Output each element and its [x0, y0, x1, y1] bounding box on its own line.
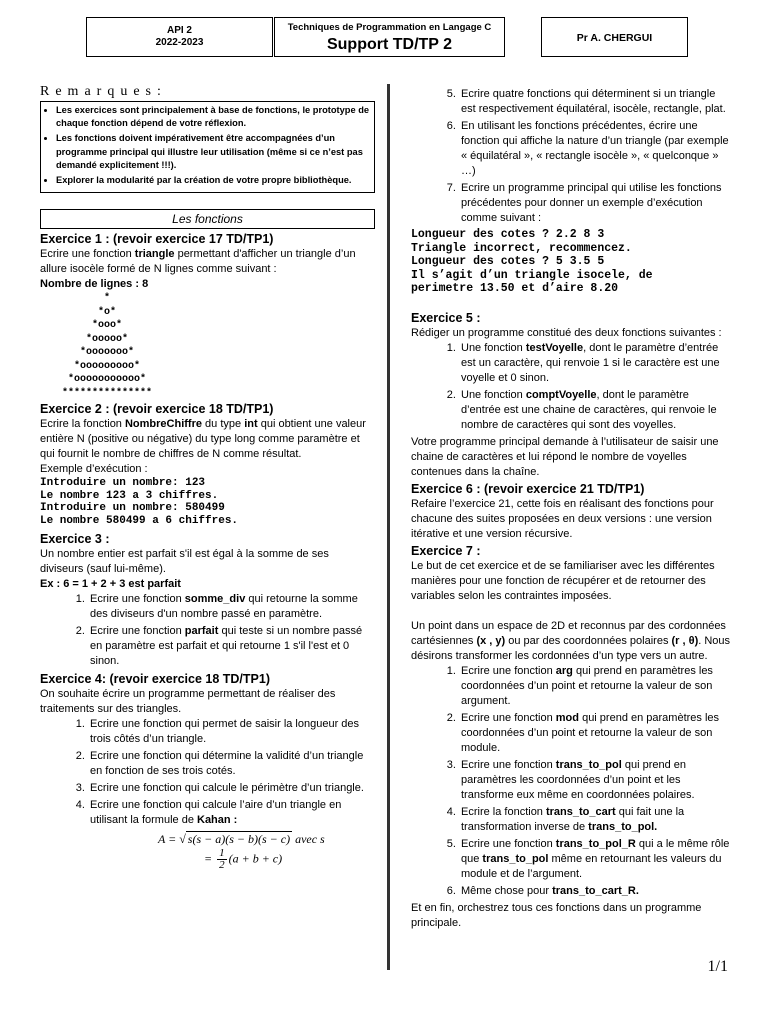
exercise-7-outro: Et en fin, orchestrez tous ces fonctions dans un programme principale. [411, 901, 702, 929]
exercise-4-item: 1. Ecrire une fonction qui permet de saisir la longueur des trois côtés d’un triangle. [88, 717, 375, 747]
exercise-2-title: Exercice 2 : (revoir exercice 18 TD/TP1) [40, 402, 274, 417]
exercise-4-intro: On souhaite écrire un programme permettant de réaliser des traitements sur des triangles. [40, 688, 336, 716]
exercise-4-item: 2. Ecrire une fonction qui détermine la validité d’un triangle en fonction de ses trois cotés. [88, 749, 375, 779]
exercise-4-item: 4. Ecrire une fonction qui calcule l’aire d’un triangle en utilisant la formule de Kahan : [88, 798, 375, 828]
exercise-5-item: 1. Une fonction testVoyelle, dont le paramètre d’entrée est un caractère, qui renvoie 1 si le caractère est une voyelle et 0 sinon. [459, 341, 731, 386]
exercise-1-text: Ecrire une fonction triangle permettant d'afficher un triangle d’un allure isocèle formé de N lignes comme suivant : [40, 248, 356, 276]
exercise-5-title: Exercice 5 : [411, 310, 481, 325]
course-code: API 2 [166, 25, 192, 36]
header-title-box [274, 17, 505, 57]
exercise-3-item: 1. Ecrire une fonction somme_div qui retourne la somme des diviseurs d'un nombre passé en paramètre. [88, 592, 375, 622]
exercise-3-example: Ex : 6 = 1 + 2 + 3 est parfait [40, 578, 181, 591]
exercise-5-item: 2. Une fonction comptVoyelle, dont le paramètre d’entrée est une chaine de caractères, qui renvoie le nombre de caractères qui sont des voyelles. [459, 388, 731, 433]
exercise-4-item: 5. Ecrire quatre fonctions qui déterminent si un triangle est respectivement équilatéral, isocèle, rectangle, plat. [459, 87, 731, 117]
left-column [40, 84, 375, 871]
exercise-4-item: 7. Ecrire un programme principal qui utilise les fonctions précédentes pour donner un exemple d’exécution comme suivant : [459, 181, 731, 226]
remarques-title: Remarques: [40, 84, 167, 99]
exercise-2-text: Ecrire la fonction NombreChiffre du type int qui obtient une valeur entière N (positive ou négative) du type long comme paramètre et qui fournit le nombre de chiffres de N comme résultat. [40, 418, 366, 461]
column-divider [387, 84, 390, 970]
exercise-2-example-label: Exemple d’exécution : [40, 463, 148, 476]
exercise-7-paragraph: Un point dans un espace de 2D et reconnus par des cordonnées cartésiennes (x , y) ou par des coordonnées polaires (r , θ). Nous désirons transformer les cordonnées d’un type vers un autre. [411, 619, 731, 662]
exercise-6-title: Exercice 6 : (revoir exercice 21 TD/TP1) [411, 481, 645, 496]
exercise-2-example: Introduire un nombre: 123 Le nombre 123 a 3 chiffres. Introduire un nombre: 580499 Le nombre 580499 a 6 chiffres. [40, 477, 239, 527]
exercise-1-lines-label: Nombre de lignes : 8 [40, 278, 149, 291]
exercise-4-item: 3. Ecrire une fonction qui calcule le périmètre d’un triangle. [88, 781, 375, 796]
exercise-1-triangle: * *o* *ooo* *ooooo* *ooooooo* *ooooooooo* *ooooooooooo* *************** [62, 293, 153, 399]
exercise-5-intro: Rédiger un programme constitué des deux fonctions suivantes : [411, 326, 722, 339]
remarques-box [40, 101, 375, 193]
exercise-7-item: 5. Ecrire une fonction trans_to_pol_R qui a le même rôle que trans_to_pol même en retournant les valeurs du module et de l’argument. [459, 837, 731, 882]
remarque-item: • Explorer la modularité par la création de votre propre bibliothèque. [56, 174, 370, 187]
exercise-4-title: Exercice 4: (revoir exercice 18 TD/TP1) [40, 672, 270, 687]
page-title: Support TD/TP 2 [326, 36, 453, 53]
exercise-7-intro: Le but de cet exercice et de se familiariser avec les différentes manières pour une fonction de récupérer et de retourner des variables selon les contraintes imposées. [411, 559, 715, 602]
section-title: Les fonctions [40, 209, 375, 229]
right-column [411, 87, 731, 931]
remarque-item: • Les fonctions doivent impérativement être accompagnées d’un programme principal qui illustre leur utilisation (même si ce n’est pas demandé explicitement !!!). [56, 132, 370, 172]
exercise-7-item: 2. Ecrire une fonction mod qui prend en paramètres les coordonnées d’un point et retourne la valeur de son module. [459, 711, 731, 756]
page-number: 1/1 [707, 958, 728, 975]
exercise-3-item: 2. Ecrire une fonction parfait qui teste si un nombre passé en paramètre est parfait et qui retourne 1 s'il l'est et 0 sinon. [88, 624, 375, 669]
remarque-item: • Les exercices sont principalement à base de fonctions, le prototype de chaque fonction dépend de votre réflexion. [56, 104, 370, 130]
exercise-7-title: Exercice 7 : [411, 543, 481, 558]
exercise-3-intro: Un nombre entier est parfait s'il est égal à la somme de ses diviseurs (sauf lui-même). [40, 548, 329, 576]
author: Pr A. CHERGUI [576, 32, 653, 44]
exercise-7-item: 4. Ecrire la fonction trans_to_cart qui fait une la transformation inverse de trans_to_pol. [459, 805, 731, 835]
header-course-box [86, 17, 273, 57]
exercise-6-text: Refaire l’exercice 21, cette fois en réalisant des fonctions pour chacune des suites proposées en deux versions : une version itérative et une version récursive. [411, 497, 714, 540]
exercise-7-item: 6. Même chose pour trans_to_cart_R. [459, 884, 731, 899]
kahan-formula: A = √ s(s − a)(s − b)(s − c) avec s = $\frac{1}{2}$ (a + b + c) [158, 832, 325, 872]
exercise-5-outro: Votre programme principal demande à l’utilisateur de saisir une chaine de caractères et lui répond le nombre de voyelles contenues dans la chaîne. [411, 435, 719, 478]
exercise-3-title: Exercice 3 : [40, 532, 110, 547]
academic-year: 2022-2023 [155, 37, 204, 48]
exercise-7-item: 3. Ecrire une fonction trans_to_pol qui prend en paramètres les coordonnées d’un point et les transforme eux même en coordonnées polaires. [459, 758, 731, 803]
header-author-box [541, 17, 688, 57]
exercise-4-item: 6. En utilisant les fonctions précédentes, écrire une fonction qui affiche la nature d’un triangle (par exemple « équilatéral », « rectangle isocèle », « quelconque » …) [459, 119, 731, 179]
exercise-7-item: 1. Ecrire une fonction arg qui prend en paramètres les coordonnées d’un point et retourne la valeur de son argument. [459, 664, 731, 709]
exercise-1-title: Exercice 1 : (revoir exercice 17 TD/TP1) [40, 232, 274, 247]
exercise-4-example: Longueur des cotes ? 2.2 8 3 Triangle incorrect, recommencez. Longueur des cotes ? 5 3.5 5 Il s’agit d’un triangle isocele, de perimetre 13.50 et d’aire 8.20 [411, 228, 653, 295]
course-title: Techniques de Programmation en Langage C [287, 22, 492, 33]
